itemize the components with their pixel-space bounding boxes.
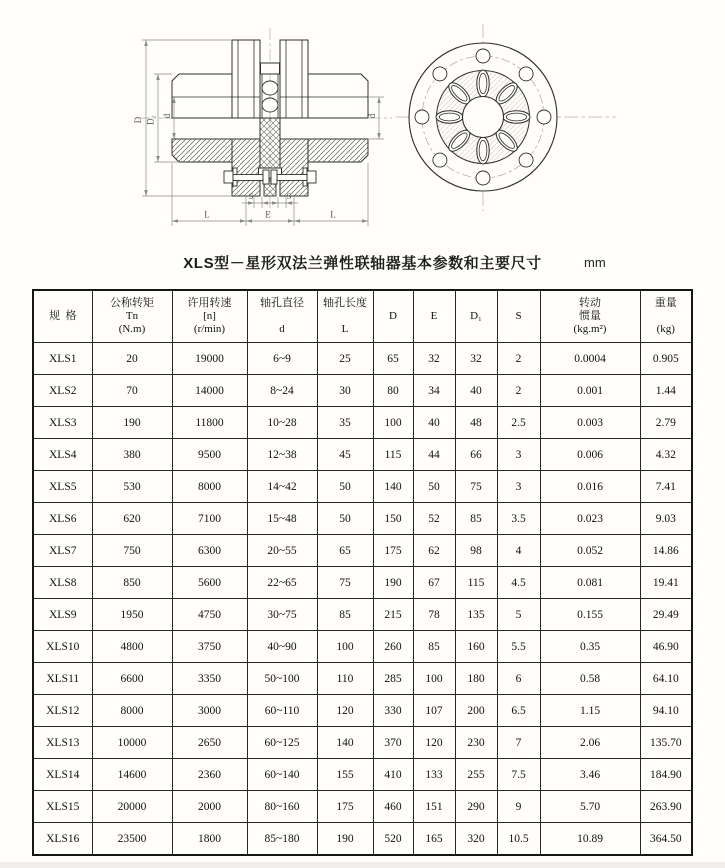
value-cell: 50 xyxy=(413,471,455,503)
table-row xyxy=(33,823,692,856)
column-header-bore-d: 轴孔直径 d xyxy=(247,290,317,343)
value-cell: 5 xyxy=(497,599,540,631)
table-row xyxy=(33,663,692,695)
dim-label-D1: D₁ xyxy=(145,115,156,125)
value-cell: 98 xyxy=(455,535,497,567)
value-cell: 3.5 xyxy=(497,503,540,535)
value-cell: 0.905 xyxy=(640,343,692,375)
value-cell: 2360 xyxy=(172,759,247,791)
column-header-inertia: 转动 惯量 (kg.m²) xyxy=(540,290,640,343)
value-cell: 200 xyxy=(455,695,497,727)
dim-label-S-right: S xyxy=(286,191,292,201)
center-bore-circle xyxy=(463,97,504,138)
value-cell: 151 xyxy=(413,791,455,823)
value-cell: 184.90 xyxy=(640,759,692,791)
value-cell: 9.03 xyxy=(640,503,692,535)
value-cell: 3350 xyxy=(172,663,247,695)
dim-label-S-left: S xyxy=(248,191,254,201)
spec-cell: XLS10 xyxy=(33,631,92,663)
value-cell: 29.49 xyxy=(640,599,692,631)
value-cell: 150 xyxy=(373,503,413,535)
spec-cell: XLS3 xyxy=(33,407,92,439)
column-header-weight: 重量 (kg) xyxy=(640,290,692,343)
value-cell: 60~140 xyxy=(247,759,317,791)
right-hub-outline xyxy=(308,74,368,118)
table-body xyxy=(33,343,692,856)
value-cell: 155 xyxy=(317,759,373,791)
value-cell: 135 xyxy=(455,599,497,631)
value-cell: 140 xyxy=(317,727,373,759)
value-cell: 35 xyxy=(317,407,373,439)
value-cell: 190 xyxy=(92,407,172,439)
value-cell: 65 xyxy=(373,343,413,375)
dim-d-left xyxy=(162,97,176,139)
spec-cell: XLS11 xyxy=(33,663,92,695)
value-cell: 0.003 xyxy=(540,407,640,439)
value-cell: 12~38 xyxy=(247,439,317,471)
value-cell: 330 xyxy=(373,695,413,727)
value-cell: 11800 xyxy=(172,407,247,439)
dim-label-d-left: d xyxy=(162,113,172,119)
page-title: XLS型－星形双法兰弹性联轴器基本参数和主要尺寸 xyxy=(183,255,542,272)
elastic-element-lower xyxy=(262,98,278,112)
value-cell: 7 xyxy=(497,727,540,759)
value-cell: 1800 xyxy=(172,823,247,856)
table-row xyxy=(33,439,692,471)
value-cell: 85 xyxy=(317,599,373,631)
value-cell: 364.50 xyxy=(640,823,692,856)
table-row xyxy=(33,599,692,631)
value-cell: 25 xyxy=(317,343,373,375)
column-header-D: D xyxy=(373,290,413,343)
value-cell: 120 xyxy=(317,695,373,727)
value-cell: 380 xyxy=(92,439,172,471)
spec-cell: XLS15 xyxy=(33,791,92,823)
value-cell: 75 xyxy=(317,567,373,599)
column-header-speed: 许用转速 [n] (r/min) xyxy=(172,290,247,343)
elastic-element-upper xyxy=(262,81,278,95)
spec-cell: XLS4 xyxy=(33,439,92,471)
value-cell: 20~55 xyxy=(247,535,317,567)
column-header-D1: D₁ xyxy=(455,290,497,343)
value-cell: 370 xyxy=(373,727,413,759)
spec-cell: XLS6 xyxy=(33,503,92,535)
value-cell: 100 xyxy=(413,663,455,695)
dim-label-d-right: d xyxy=(367,113,377,119)
front-view xyxy=(396,24,616,211)
value-cell: 750 xyxy=(92,535,172,567)
page-bottom-edge xyxy=(0,862,725,868)
value-cell: 6.5 xyxy=(497,695,540,727)
spec-cell: XLS14 xyxy=(33,759,92,791)
value-cell: 19000 xyxy=(172,343,247,375)
value-cell: 9500 xyxy=(172,439,247,471)
value-cell: 2650 xyxy=(172,727,247,759)
value-cell: 50 xyxy=(317,503,373,535)
value-cell: 0.001 xyxy=(540,375,640,407)
value-cell: 0.052 xyxy=(540,535,640,567)
core-cap-top xyxy=(261,63,280,74)
value-cell: 64.10 xyxy=(640,663,692,695)
value-cell: 45 xyxy=(317,439,373,471)
right-hub-section xyxy=(308,139,368,162)
value-cell: 5.70 xyxy=(540,791,640,823)
value-cell: 290 xyxy=(455,791,497,823)
value-cell: 115 xyxy=(373,439,413,471)
left-flange-outline xyxy=(232,40,260,118)
value-cell: 60~125 xyxy=(247,727,317,759)
value-cell: 40~90 xyxy=(247,631,317,663)
dim-label-D: D xyxy=(133,116,143,124)
value-cell: 263.90 xyxy=(640,791,692,823)
technical-drawing xyxy=(0,0,725,248)
value-cell: 180 xyxy=(455,663,497,695)
value-cell: 20 xyxy=(92,343,172,375)
spec-table xyxy=(32,289,693,856)
column-header-torque: 公称转矩 Tn (N.m) xyxy=(92,290,172,343)
value-cell: 2.79 xyxy=(640,407,692,439)
spec-cell: XLS9 xyxy=(33,599,92,631)
value-cell: 6600 xyxy=(92,663,172,695)
value-cell: 50~100 xyxy=(247,663,317,695)
value-cell: 2.5 xyxy=(497,407,540,439)
unit-label: mm xyxy=(584,255,606,270)
value-cell: 80 xyxy=(373,375,413,407)
value-cell: 410 xyxy=(373,759,413,791)
value-cell: 34 xyxy=(413,375,455,407)
value-cell: 190 xyxy=(317,823,373,856)
value-cell: 0.35 xyxy=(540,631,640,663)
value-cell: 70 xyxy=(92,375,172,407)
spec-cell: XLS8 xyxy=(33,567,92,599)
value-cell: 5600 xyxy=(172,567,247,599)
value-cell: 14.86 xyxy=(640,535,692,567)
dim-label-L-left: L xyxy=(204,209,210,220)
value-cell: 3000 xyxy=(172,695,247,727)
table-row xyxy=(33,631,692,663)
value-cell: 3750 xyxy=(172,631,247,663)
value-cell: 4750 xyxy=(172,599,247,631)
value-cell: 15~48 xyxy=(247,503,317,535)
value-cell: 6 xyxy=(497,663,540,695)
value-cell: 4800 xyxy=(92,631,172,663)
value-cell: 10~28 xyxy=(247,407,317,439)
value-cell: 20000 xyxy=(92,791,172,823)
column-header-bore-l: 轴孔长度 L xyxy=(317,290,373,343)
value-cell: 190 xyxy=(373,567,413,599)
value-cell: 115 xyxy=(455,567,497,599)
value-cell: 40 xyxy=(413,407,455,439)
spec-cell: XLS5 xyxy=(33,471,92,503)
value-cell: 23500 xyxy=(92,823,172,856)
table-row xyxy=(33,727,692,759)
value-cell: 14600 xyxy=(92,759,172,791)
spec-cell: XLS16 xyxy=(33,823,92,856)
left-hub-section xyxy=(172,139,232,162)
value-cell: 175 xyxy=(317,791,373,823)
value-cell: 85 xyxy=(455,503,497,535)
dim-label-L-right: L xyxy=(330,209,336,220)
value-cell: 65 xyxy=(317,535,373,567)
value-cell: 6300 xyxy=(172,535,247,567)
value-cell: 165 xyxy=(413,823,455,856)
value-cell: 8000 xyxy=(92,695,172,727)
value-cell: 10000 xyxy=(92,727,172,759)
value-cell: 620 xyxy=(92,503,172,535)
value-cell: 120 xyxy=(413,727,455,759)
table-row xyxy=(33,503,692,535)
value-cell: 3 xyxy=(497,439,540,471)
value-cell: 850 xyxy=(92,567,172,599)
value-cell: 320 xyxy=(455,823,497,856)
column-header-spec: 规 格 xyxy=(33,290,92,343)
value-cell: 4.5 xyxy=(497,567,540,599)
value-cell: 7100 xyxy=(172,503,247,535)
value-cell: 85 xyxy=(413,631,455,663)
value-cell: 4 xyxy=(497,535,540,567)
value-cell: 5.5 xyxy=(497,631,540,663)
table-row xyxy=(33,759,692,791)
value-cell: 10.5 xyxy=(497,823,540,856)
value-cell: 520 xyxy=(373,823,413,856)
value-cell: 62 xyxy=(413,535,455,567)
value-cell: 1950 xyxy=(92,599,172,631)
table-head-row xyxy=(33,290,692,343)
right-flange-outline xyxy=(280,40,308,118)
dim-d-right xyxy=(367,97,384,139)
value-cell: 32 xyxy=(413,343,455,375)
column-header-E: E xyxy=(413,290,455,343)
value-cell: 255 xyxy=(455,759,497,791)
table-row xyxy=(33,375,692,407)
value-cell: 7.5 xyxy=(497,759,540,791)
table-row xyxy=(33,791,692,823)
value-cell: 260 xyxy=(373,631,413,663)
value-cell: 40 xyxy=(455,375,497,407)
table-row xyxy=(33,695,692,727)
value-cell: 0.023 xyxy=(540,503,640,535)
value-cell: 75 xyxy=(455,471,497,503)
value-cell: 1.15 xyxy=(540,695,640,727)
value-cell: 135.70 xyxy=(640,727,692,759)
value-cell: 230 xyxy=(455,727,497,759)
spec-cell: XLS1 xyxy=(33,343,92,375)
value-cell: 0.0004 xyxy=(540,343,640,375)
right-flange-section xyxy=(280,139,308,196)
value-cell: 110 xyxy=(317,663,373,695)
table-row xyxy=(33,535,692,567)
value-cell: 46.90 xyxy=(640,631,692,663)
coupling-drawing-svg xyxy=(0,0,725,248)
value-cell: 0.006 xyxy=(540,439,640,471)
table-row xyxy=(33,343,692,375)
value-cell: 160 xyxy=(455,631,497,663)
value-cell: 14~42 xyxy=(247,471,317,503)
spec-cell: XLS2 xyxy=(33,375,92,407)
value-cell: 66 xyxy=(455,439,497,471)
value-cell: 2000 xyxy=(172,791,247,823)
table-row xyxy=(33,471,692,503)
value-cell: 52 xyxy=(413,503,455,535)
value-cell: 8~24 xyxy=(247,375,317,407)
value-cell: 4.32 xyxy=(640,439,692,471)
value-cell: 85~180 xyxy=(247,823,317,856)
table-row xyxy=(33,407,692,439)
value-cell: 107 xyxy=(413,695,455,727)
value-cell: 0.016 xyxy=(540,471,640,503)
value-cell: 2 xyxy=(497,375,540,407)
table-row xyxy=(33,567,692,599)
value-cell: 32 xyxy=(455,343,497,375)
value-cell: 2.06 xyxy=(540,727,640,759)
value-cell: 67 xyxy=(413,567,455,599)
value-cell: 48 xyxy=(455,407,497,439)
value-cell: 22~65 xyxy=(247,567,317,599)
spec-cell: XLS7 xyxy=(33,535,92,567)
value-cell: 50 xyxy=(317,471,373,503)
value-cell: 285 xyxy=(373,663,413,695)
value-cell: 30 xyxy=(317,375,373,407)
value-cell: 100 xyxy=(317,631,373,663)
value-cell: 2 xyxy=(497,343,540,375)
elastic-core-section xyxy=(260,118,280,168)
value-cell: 460 xyxy=(373,791,413,823)
value-cell: 0.155 xyxy=(540,599,640,631)
value-cell: 100 xyxy=(373,407,413,439)
value-cell: 14000 xyxy=(172,375,247,407)
value-cell: 215 xyxy=(373,599,413,631)
spec-cell: XLS13 xyxy=(33,727,92,759)
value-cell: 44 xyxy=(413,439,455,471)
value-cell: 7.41 xyxy=(640,471,692,503)
value-cell: 133 xyxy=(413,759,455,791)
value-cell: 0.58 xyxy=(540,663,640,695)
value-cell: 9 xyxy=(497,791,540,823)
value-cell: 8000 xyxy=(172,471,247,503)
value-cell: 1.44 xyxy=(640,375,692,407)
dim-label-E: E xyxy=(265,209,271,220)
value-cell: 0.081 xyxy=(540,567,640,599)
section-view xyxy=(133,28,392,226)
value-cell: 10.89 xyxy=(540,823,640,856)
value-cell: 78 xyxy=(413,599,455,631)
value-cell: 80~160 xyxy=(247,791,317,823)
column-header-S: S xyxy=(497,290,540,343)
value-cell: 19.41 xyxy=(640,567,692,599)
left-flange-section xyxy=(232,139,260,196)
value-cell: 3.46 xyxy=(540,759,640,791)
value-cell: 175 xyxy=(373,535,413,567)
value-cell: 60~110 xyxy=(247,695,317,727)
value-cell: 6~9 xyxy=(247,343,317,375)
left-hub-outline xyxy=(172,74,232,118)
value-cell: 3 xyxy=(497,471,540,503)
value-cell: 530 xyxy=(92,471,172,503)
value-cell: 94.10 xyxy=(640,695,692,727)
value-cell: 30~75 xyxy=(247,599,317,631)
spec-cell: XLS12 xyxy=(33,695,92,727)
value-cell: 140 xyxy=(373,471,413,503)
